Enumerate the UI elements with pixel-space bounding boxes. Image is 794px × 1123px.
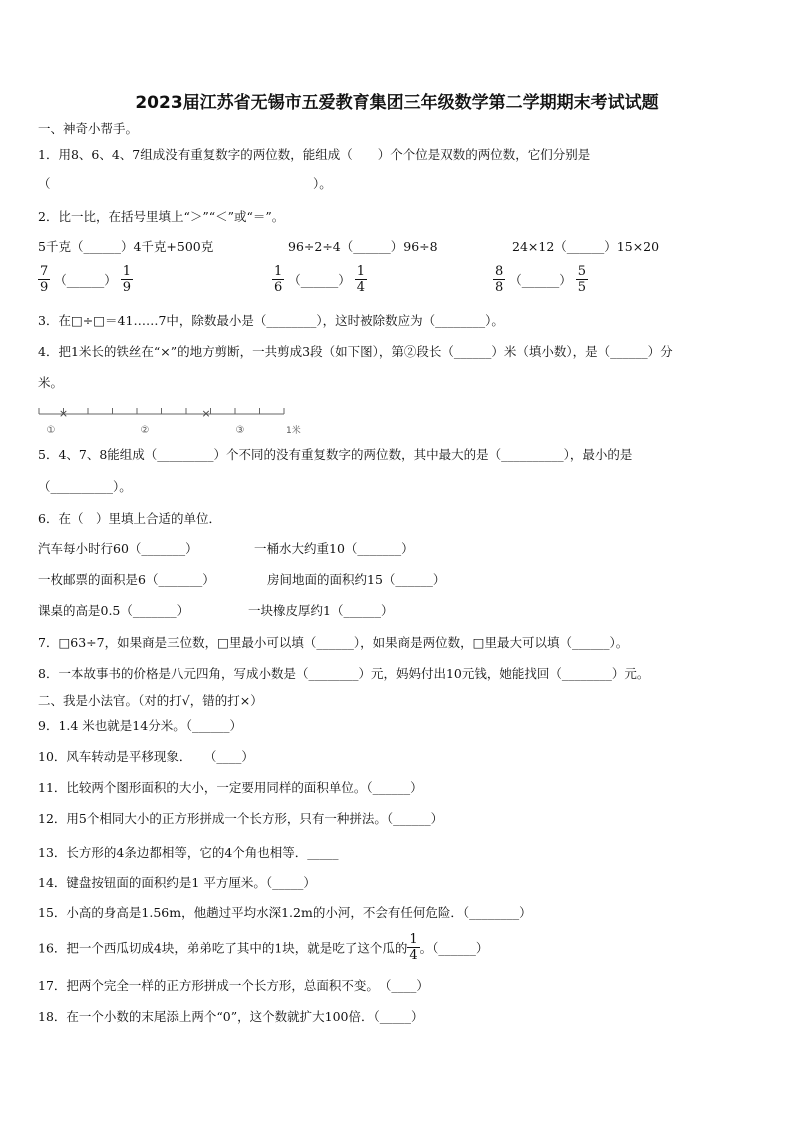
- compare-item: 24×12（______）15×20: [512, 239, 660, 254]
- answer-blank: （______）: [54, 272, 117, 288]
- question-5-line-1: 5．4、7、8能组成（_________）个不同的没有重复数字的两位数，其中最大的是（__________），最小的是: [38, 447, 633, 462]
- question-8: 8．一本故事书的价格是八元四角，写成小数是（________）元，妈妈付出10元钱，她能找回（________）元。: [38, 666, 650, 681]
- fraction-compare-item: [38, 264, 133, 295]
- compare-item: 5千克（______）4千克+500克: [38, 239, 214, 254]
- judge-question: 17．把两个完全一样的正方形拼成一个长方形，总面积不变。 （____）: [38, 978, 429, 993]
- cut-mark: ×: [58, 407, 69, 420]
- fraction: $\frac{7}{9}$: [40, 264, 49, 295]
- judge-question: 13．长方形的4条边都相等，它的4个角也相等．_____: [38, 845, 339, 860]
- unit-item: 一桶水大约重10（_______）: [254, 541, 414, 556]
- fraction: $\frac{8}{8}$: [495, 264, 504, 295]
- judge-question-16: 16．把一个西瓜切成4块，弟弟吃了其中的1块，就是吃了这个瓜的 $\frac{1}{4}$ 。（______）: [38, 932, 489, 963]
- fraction: $\frac{1}{4}$: [356, 264, 366, 295]
- judge-question: 18．在一个小数的末尾添上两个“0”，这个数就扩大100倍．（_____）: [38, 1009, 424, 1024]
- fraction: $\frac{5}{5}$: [577, 264, 587, 295]
- cut-mark: ×: [201, 407, 211, 420]
- ruler-figure: [34, 404, 304, 438]
- unit-item: 课桌的高是0.5（_______）: [38, 603, 190, 618]
- question-1-line-1: 1．用8、6、4、7组成没有重复数字的两位数，能组成（ ）个个位是双数的两位数，它们分别是: [38, 147, 591, 162]
- fraction: $\frac{1}{9}$: [122, 264, 132, 295]
- judge-question: 11．比较两个图形面积的大小，一定要用同样的面积单位。（______）: [38, 780, 423, 795]
- ruler-end-label: 1米: [286, 426, 301, 436]
- segment-label: ③: [235, 425, 245, 436]
- question-4-line-1: 4．把1米长的铁丝在“×”的地方剪断，一共剪成3段（如下图），第②段长（______）米（填小数），是（______）分: [38, 344, 673, 359]
- judge-question: 14．键盘按钮面的面积约是1 平方厘米。（_____）: [38, 875, 316, 890]
- segment-label: ②: [140, 425, 150, 436]
- section-2-heading: 二、我是小法官。（对的打√，错的打×）: [38, 693, 263, 708]
- question-6-stem: 6．在（ ）里填上合适的单位．: [38, 511, 221, 526]
- compare-item: 96÷2÷4（______）96÷8: [288, 239, 438, 254]
- fraction-compare-item: [272, 264, 367, 295]
- section-1-heading: 一、神奇小帮手。: [38, 121, 139, 136]
- segment-label: ①: [46, 425, 56, 436]
- answer-blank: （______）: [509, 272, 572, 288]
- fraction-compare-item: [493, 264, 588, 295]
- question-5-line-2: （__________）。: [38, 479, 132, 494]
- page-title: 2023届江苏省无锡市五爱教育集团三年级数学第二学期期末考试试题: [135, 93, 659, 113]
- question-7: 7．□63÷7，如果商是三位数，□里最小可以填（______），如果商是两位数，□里最大可以填（______）。: [38, 635, 629, 650]
- judge-question: 12．用5个相同大小的正方形拼成一个长方形，只有一种拼法。（______）: [38, 811, 444, 826]
- judge-question: 9．1.4 米也就是14分米。（______）: [38, 718, 242, 733]
- unit-item: 房间地面的面积约15（______）: [267, 572, 446, 587]
- fraction: $\frac{1}{4}$: [409, 932, 418, 963]
- unit-item: 一枚邮票的面积是6（_______）: [38, 572, 215, 587]
- unit-item: 一块橡皮厚约1（______）: [248, 603, 394, 618]
- question-4-line-2: 米。: [38, 375, 64, 390]
- question-1-line-2: （ ）。: [38, 176, 332, 191]
- judge-question: 15．小高的身高是1.56m，他趟过平均水深1.2m的小河，不会有任何危险．（________）: [38, 905, 532, 920]
- judge-question: 10．风车转动是平移现象． （____）: [38, 749, 254, 764]
- answer-blank: （______）: [288, 272, 351, 288]
- unit-item: 汽车每小时行60（_______）: [38, 541, 198, 556]
- question-2-stem: 2．比一比，在括号里填上“＞”“＜”或“＝”。: [38, 209, 285, 224]
- question-3: 3．在□÷□＝41……7中，除数最小是（________），这时被除数应为（________）。: [38, 313, 504, 328]
- fraction: $\frac{1}{6}$: [274, 264, 283, 295]
